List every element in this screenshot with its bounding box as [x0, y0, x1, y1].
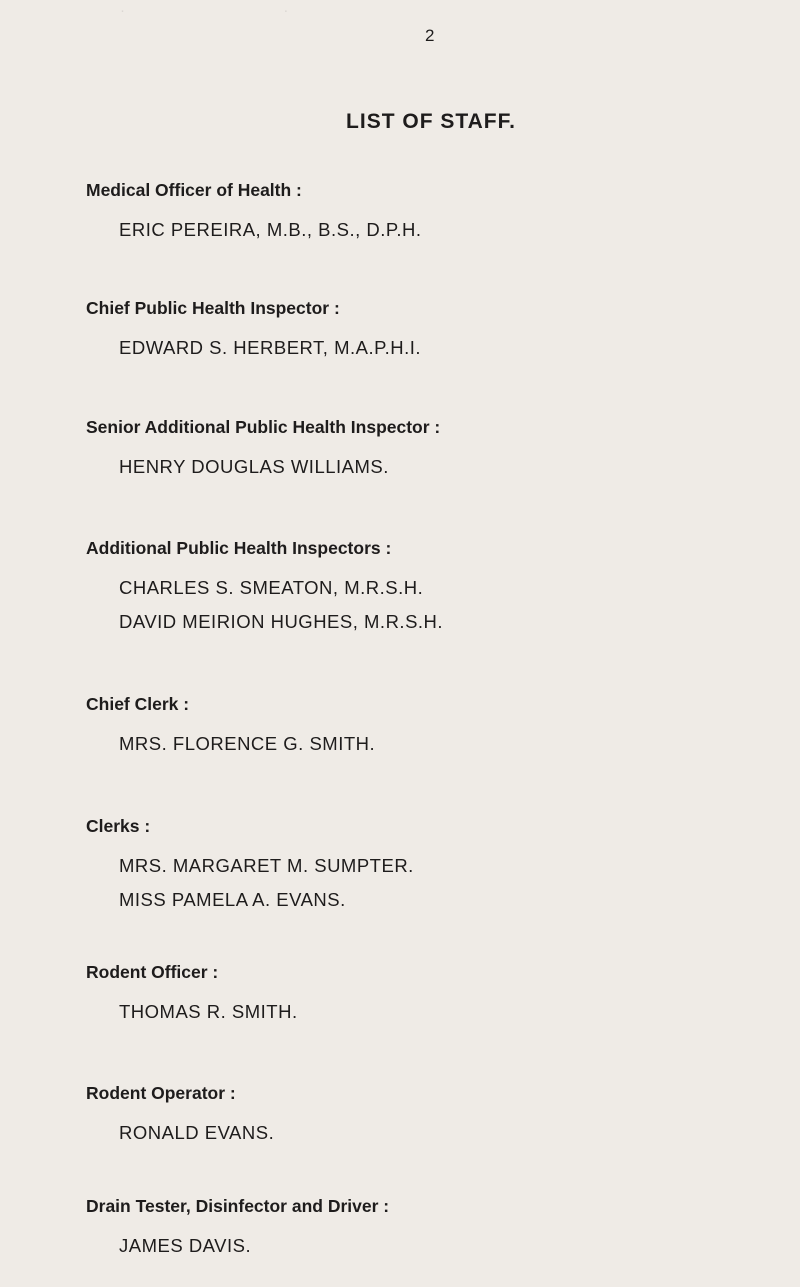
staff-name: THOMAS R. SMITH. [119, 1001, 298, 1022]
page-number: 2 [425, 26, 435, 45]
staff-name: JAMES DAVIS. [119, 1235, 252, 1256]
staff-role: Medical Officer of Health : [86, 180, 302, 200]
staff-name: HENRY DOUGLAS WILLIAMS. [119, 456, 389, 477]
staff-role: Rodent Officer : [86, 962, 219, 982]
staff-role: Chief Public Health Inspector : [86, 298, 340, 318]
staff-entry-chief-clerk [86, 692, 776, 761]
staff-name: DAVID MEIRION HUGHES, M.R.S.H. [119, 611, 444, 632]
page-title: LIST OF STAFF. [346, 110, 516, 133]
staff-entry-additional-inspectors [86, 536, 776, 639]
staff-name: MISS PAMELA A. EVANS. [119, 889, 346, 910]
staff-entry-senior-inspector [86, 415, 776, 484]
staff-name: ERIC PEREIRA, M.B., B.S., D.P.H. [119, 219, 422, 240]
staff-entry-medical-officer [86, 178, 776, 247]
staff-entry-clerks [86, 814, 776, 917]
staff-entry-rodent-operator [86, 1081, 776, 1150]
staff-entry-rodent-officer [86, 960, 776, 1029]
staff-role: Clerks : [86, 816, 151, 836]
show-through-texture: · · [120, 2, 289, 19]
staff-role: Drain Tester, Disinfector and Driver : [86, 1196, 390, 1216]
staff-role: Additional Public Health Inspectors : [86, 538, 392, 558]
staff-name: EDWARD S. HERBERT, M.A.P.H.I. [119, 337, 421, 358]
staff-entry-drain-tester [86, 1194, 776, 1263]
staff-name: RONALD EVANS. [119, 1122, 275, 1143]
staff-name: CHARLES S. SMEATON, M.R.S.H. [119, 577, 424, 598]
staff-role: Senior Additional Public Health Inspector : [86, 417, 441, 437]
staff-entry-chief-inspector [86, 296, 776, 365]
staff-role: Rodent Operator : [86, 1083, 236, 1103]
staff-name: MRS. FLORENCE G. SMITH. [119, 733, 376, 754]
staff-role: Chief Clerk : [86, 694, 190, 714]
staff-name: MRS. MARGARET M. SUMPTER. [119, 855, 414, 876]
